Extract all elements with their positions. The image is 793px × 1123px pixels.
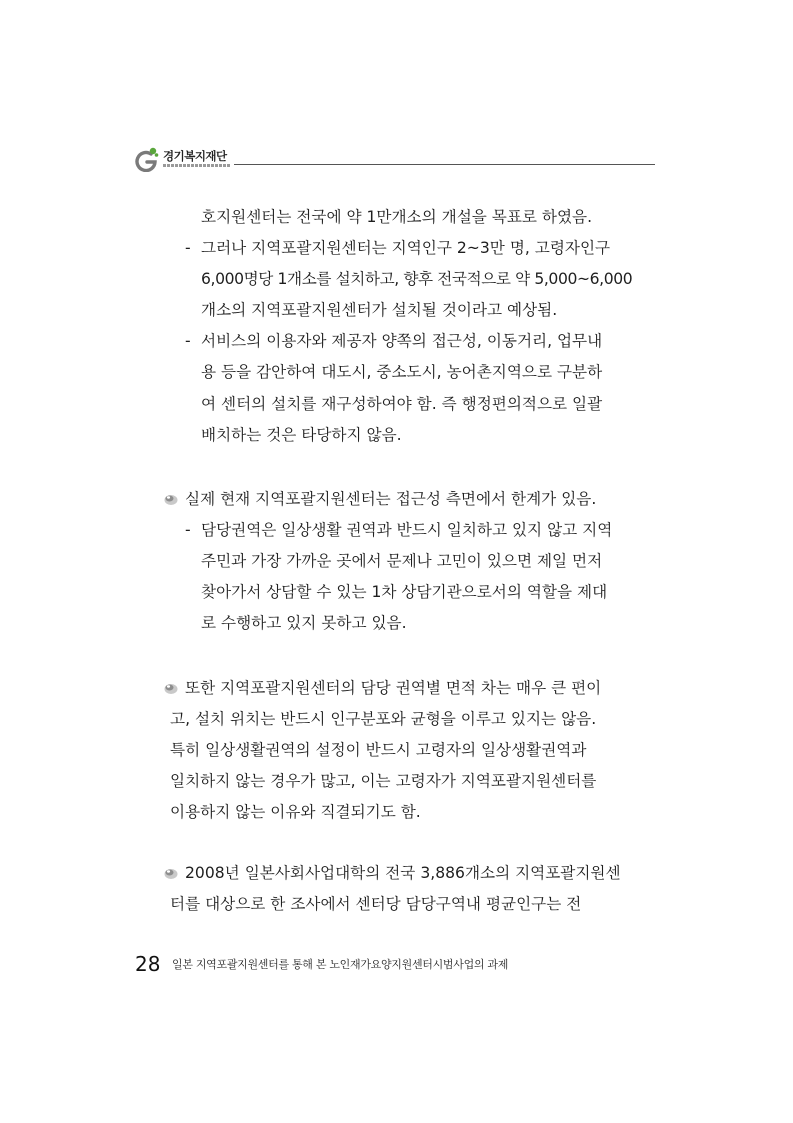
text-line: 로 수행하고 있지 못하고 있음. [201,614,407,632]
page-footer [135,952,655,976]
text-line: 용 등을 감안하여 대도시, 중소도시, 농어촌지역으로 구분하 [201,363,603,381]
text-line: 서비스의 이용자와 제공자 양쪽의 접근성, 이동거리, 업무내 [201,332,603,350]
text-line: 개소의 지역포괄지원센터가 설치될 것이라고 예상됨. [201,301,558,319]
page-header [135,144,655,178]
bullet-text-line: 실제 현재 지역포괄지원센터는 접근성 측면에서 한계가 있음. [185,490,597,508]
header-rule [234,164,655,165]
document-title: 일본 지역포괄지원센터를 통해 본 노인재가요양지원센터시범사업의 과제 [172,958,509,971]
bullet-text-line: 또한 지역포괄지원센터의 담당 권역별 면적 차는 매우 큰 편이 [185,679,602,697]
text-line: 배치하는 것은 타당하지 않음. [201,426,402,444]
dash-marker: - [185,239,191,257]
round-bullet-icon [163,492,179,506]
text-line: 그러나 지역포괄지원센터는 지역인구 2~3만 명, 고령자인구 [201,239,611,257]
text-line: 찾아가서 상담할 수 있는 1차 상담기관으로서의 역할을 제대 [201,583,608,601]
text-line: 고, 설치 위치는 반드시 인구분포와 균형을 이루고 있지는 않음. [170,710,597,728]
round-bullet-icon [163,866,179,880]
page-number: 28 [135,952,161,976]
text-line: 일치하지 않는 경우가 많고, 이는 고령자가 지역포괄지원센터를 [170,772,597,790]
text-line: 호지원센터는 전국에 약 1만개소의 개설을 목표로 하였음. [201,208,593,226]
text-line: 주민과 가장 가까운 곳에서 문제나 고민이 있으면 제일 먼저 [201,552,603,570]
bullet-text-line: 2008년 일본사회사업대학의 전국 3,886개소의 지역포괄지원센 [185,864,621,882]
dash-marker: - [185,521,191,539]
org-sub-name [163,164,231,167]
text-line: 터를 대상으로 한 조사에서 센터당 담당구역내 평균인구는 전 [170,895,582,913]
dash-marker: - [185,332,191,350]
org-name: 경기복지재단 [163,149,227,163]
foundation-logo-icon [135,146,159,172]
round-bullet-icon [163,681,179,695]
text-line: 6,000명당 1개소를 설치하고, 향후 전국적으로 약 5,000~6,000 [201,270,633,288]
text-line: 담당권역은 일상생활 권역과 반드시 일치하고 있지 않고 지역 [201,521,613,539]
text-line: 특히 일상생활권역의 설정이 반드시 고령자의 일상생활권역과 [170,741,587,759]
text-line: 이용하지 않는 이유와 직결되기도 함. [170,803,421,821]
text-line: 여 센터의 설치를 재구성하여야 함. 즉 행정편의적으로 일괄 [201,395,603,413]
